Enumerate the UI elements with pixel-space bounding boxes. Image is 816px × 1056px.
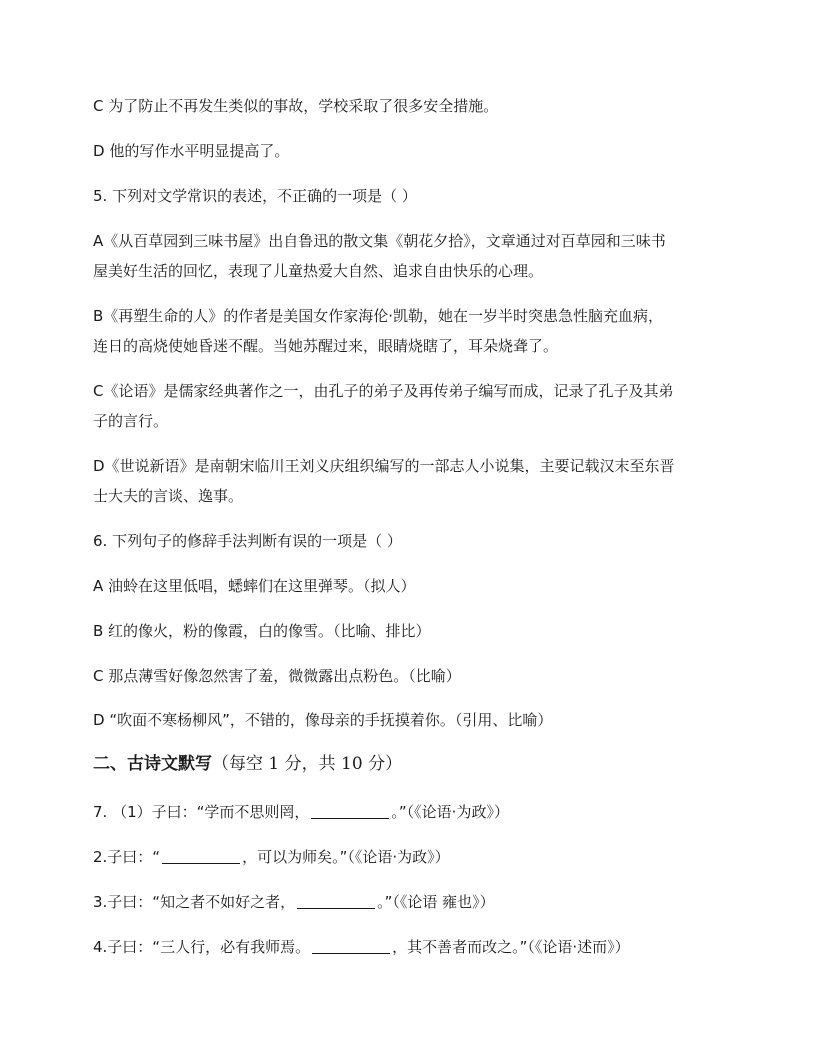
q5-option-a-line2: 屋美好生活的回忆，表现了儿童热爱大自然、追求自由快乐的心理。 (93, 262, 544, 280)
fill-blank (312, 939, 390, 954)
q6-option-b: B 红的像火，粉的像霞，白的像雪。（比喻、排比） (93, 622, 431, 640)
q5-option-c-line1: C《论语》是儒家经典著作之一，由孔子的弟子及再传弟子编写而成，记录了孔子及其弟 (93, 382, 674, 400)
q7-item3 (93, 892, 733, 912)
q4-option-c: C 为了防止不再发生类似的事故，学校采取了很多安全措施。 (93, 97, 499, 115)
q5-option-d-line1: D《世说新语》是南朝宋临川王刘义庆组织编写的一部志人小说集，主要记载汉末至东晋 (93, 457, 675, 475)
q5-stem: 5. 下列对文学常识的表述，不正确的一项是（ ） (93, 187, 417, 205)
q7-item3-prompt: 3.子曰：“知之者不如好之者， (93, 893, 296, 911)
q6-stem: 6. 下列句子的修辞手法判断有误的一项是（ ） (93, 532, 402, 550)
section2-title: 二、古诗文默写 (93, 754, 212, 774)
q7-item2-prompt: 2.子曰：“ (93, 848, 161, 866)
q7-item2 (93, 847, 733, 867)
q5-option-b-line1: B《再塑生命的人》的作者是美国女作家海伦·凯勒，她在一岁半时突患急性脑充血病， (93, 307, 664, 325)
q7-item4-prompt: 4.子曰：“三人行，必有我师焉。 (93, 938, 311, 956)
q7-item1-source: 。”（《论语·为政》） (391, 803, 509, 821)
q6-option-a: A 油蛉在这里低唱，蟋蟀们在这里弹琴。（拟人） (93, 577, 416, 595)
fill-blank (162, 849, 240, 864)
q6-option-d: D “吹面不寒杨柳风”，不错的，像母亲的手抚摸着你。（引用、比喻） (93, 711, 553, 729)
fill-blank (297, 894, 375, 909)
q7-item4 (93, 937, 733, 957)
fill-blank (311, 804, 389, 819)
q7-item1 (93, 802, 733, 822)
q5-option-a-line1: A《从百草园到三味书屋》出自鲁迅的散文集《朝花夕拾》，文章通过对百草园和三味书 (93, 232, 666, 250)
section2-heading (93, 753, 733, 775)
q5-option-c-line2: 子的言行。 (93, 412, 169, 430)
q5-option-d-line2: 士大夫的言谈、逸事。 (93, 487, 244, 505)
q7-item3-source: 。”（《论语 雍也》） (377, 893, 495, 911)
q4-option-d: D 他的写作水平明显提高了。 (93, 142, 290, 160)
q6-option-c: C 那点薄雪好像忽然害了羞，微微露出点粉色。（比喻） (93, 667, 461, 685)
section2-note: （每空 1 分，共 10 分） (212, 754, 403, 774)
q7-item1-prompt: 7. （1）子曰：“学而不思则罔， (93, 803, 310, 821)
q5-option-b-line2: 连日的高烧使她昏迷不醒。当她苏醒过来，眼睛烧瞎了，耳朵烧聋了。 (93, 337, 559, 355)
q7-item4-source: ，其不善者而改之。”（《论语·述而》） (392, 938, 630, 956)
q7-item2-source: ，可以为师矣。”（《论语·为政》） (242, 848, 450, 866)
